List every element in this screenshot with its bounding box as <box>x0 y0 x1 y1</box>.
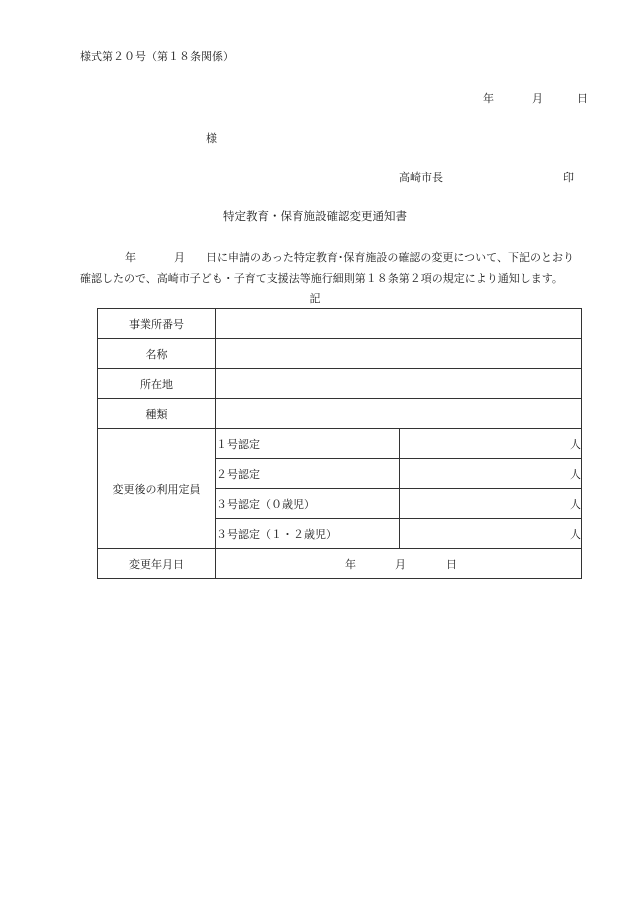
row-label-name: 名称 <box>98 339 216 369</box>
table-row <box>98 399 582 429</box>
ki-heading: 記 <box>309 292 321 305</box>
document-title: 特定教育・保育施設確認変更通知書 <box>223 209 407 223</box>
issue-date-year: 年 <box>483 92 494 105</box>
capacity-item-name: ２号認定 <box>216 459 400 489</box>
office-number-value[interactable] <box>216 309 582 339</box>
row-label-address: 所在地 <box>98 369 216 399</box>
change-date-year: 年 <box>345 558 356 571</box>
change-date-day: 日 <box>446 558 457 571</box>
details-table <box>97 308 582 579</box>
capacity-item-value[interactable]: 人 <box>400 519 582 549</box>
capacity-label: 変更後の利用定員 <box>98 429 216 549</box>
body-month: 月 <box>174 251 185 264</box>
capacity-item-name: １号認定 <box>216 429 400 459</box>
form-number: 様式第２０号（第１８条関係） <box>80 50 234 63</box>
issuer-name: 高崎市長 <box>399 171 443 184</box>
capacity-item-value[interactable]: 人 <box>400 459 582 489</box>
table-row <box>98 549 582 579</box>
issue-date <box>480 93 600 105</box>
capacity-item-name: ３号認定（０歳児） <box>216 489 400 519</box>
row-label-office-number: 事業所番号 <box>98 309 216 339</box>
table-row <box>98 339 582 369</box>
body-text-1: 日に申請のあった特定教育･保育施設の確認の変更について、下記のとおり <box>206 251 574 264</box>
body-year: 年 <box>125 251 136 264</box>
capacity-item-name: ３号認定（１・２歳児） <box>216 519 400 549</box>
name-value[interactable] <box>216 339 582 369</box>
issue-date-day: 日 <box>577 92 588 105</box>
change-date-value[interactable] <box>216 549 582 579</box>
issue-date-month: 月 <box>532 92 543 105</box>
row-label-type: 種類 <box>98 399 216 429</box>
addressee-honorific: 様 <box>206 132 217 145</box>
change-date-month: 月 <box>395 558 406 571</box>
body-line-1 <box>80 252 600 264</box>
seal-mark: 印 <box>563 171 574 184</box>
table-row <box>98 429 582 459</box>
capacity-item-value[interactable]: 人 <box>400 489 582 519</box>
table-row <box>98 309 582 339</box>
address-value[interactable] <box>216 369 582 399</box>
capacity-item-value[interactable]: 人 <box>400 429 582 459</box>
table-row <box>98 369 582 399</box>
body-line-2: 確認したので、高崎市子ども・子育て支援法等施行細則第１８条第２項の規定により通知します。 <box>80 272 563 285</box>
type-value[interactable] <box>216 399 582 429</box>
row-label-change-date: 変更年月日 <box>98 549 216 579</box>
